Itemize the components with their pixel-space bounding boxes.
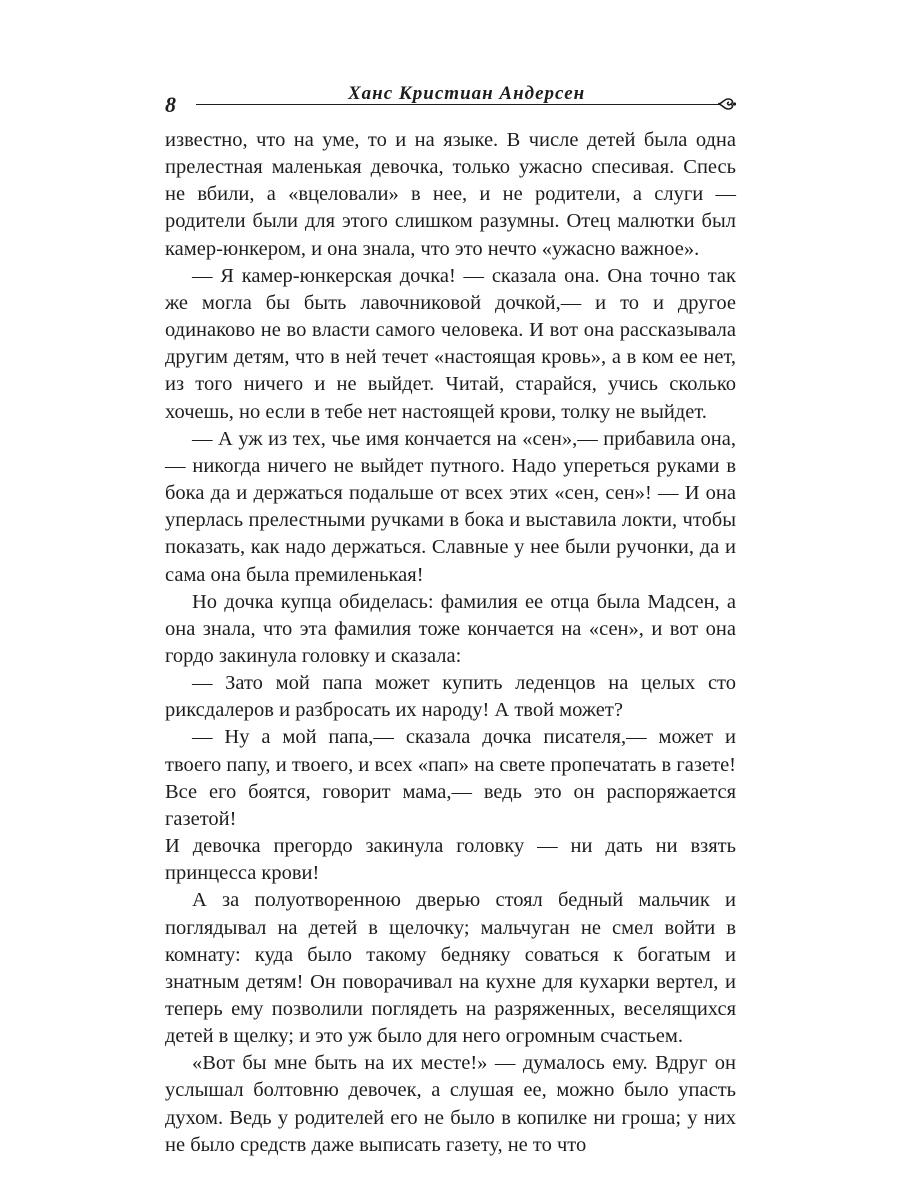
paragraph: Но дочка купца обиделась: фамилия ее отца была Мадсен, а она знала, что эта фамилия тоже кончается на «сен», и вот она гордо закинула головку и сказала:	[165, 590, 736, 667]
paragraph: — А уж из тех, чье имя кончается на «сен»,— прибавила она,— никогда ничего не выйдет путного. Надо упереться руками в бока да и держаться подальше от всех этих «сен, сен»! — И она уперлась прелестными ручками в бока и выставила локти, чтобы показать, как надо держаться. Славные у нее были ручонки, да и сама она была премиленькая!	[165, 427, 736, 586]
paragraph: «Вот бы мне быть на их месте!» — думалось ему. Вдруг он услышал болтовню девочек, а слушая ее, можно было упасть духом. Ведь у родителей его не было в копилке ни гроша; у них не было средств даже выписать газету, не то что	[165, 1052, 736, 1156]
paragraph: известно, что на уме, то и на языке. В числе детей была одна прелестная маленькая девочка, только ужасно спесивая. Спесь не вбили, а «вцеловали» в нее, и не родители, а слуги — родители были для этого слишком разумны. Отец малютки был камер-юнкером, и она знала, что это нечто «ужасно важное».	[165, 129, 736, 260]
paragraph: — Я камер-юнкерская дочка! — сказала она. Она точно так же могла бы быть лавочниковой дочкой,— и то и другое одинаково не во власти самого человека. И вот она рассказывала другим детям, что в ней течет «настоящая кровь», а в ком ее нет, из того ничего и не выйдет. Читай, старайся, учись сколько хочешь, но если в тебе нет настоящей крови, толку не выйдет.	[165, 264, 736, 423]
header-rule	[196, 104, 719, 105]
paragraph: — Ну а мой папа,— сказала дочка писателя,— может и твоего папу, и твоего, и всех «пап» на свете пропечатать в газете! Все его боятся, говорит мама,— ведь это он распоряжается газетой!	[165, 726, 736, 830]
paragraph: — Зато мой папа может купить леденцов на целых сто риксдалеров и разбросать их народу! А твой может?	[165, 672, 736, 722]
flourish-ornament-icon	[716, 93, 738, 115]
paragraph: И девочка прегордо закинула головку — ни дать ни взять принцесса крови!	[165, 835, 736, 885]
running-head-author: Ханс Кристиан Андерсен	[340, 84, 593, 103]
paragraph: А за полуотворенною дверью стоял бедный мальчик и поглядывал на детей в щелочку; мальчуган не смел войти в комнату: куда было такому бедняку соваться к богатым и знатным детям! Он поворачивал на кухне для кухарки вертел, и теперь ему позволили поглядеть на разряженных, веселящихся детей в щелку; и это уж было для него огромным счастьем.	[165, 889, 736, 1048]
page-number: 8	[165, 92, 176, 117]
body-text	[165, 127, 736, 1159]
